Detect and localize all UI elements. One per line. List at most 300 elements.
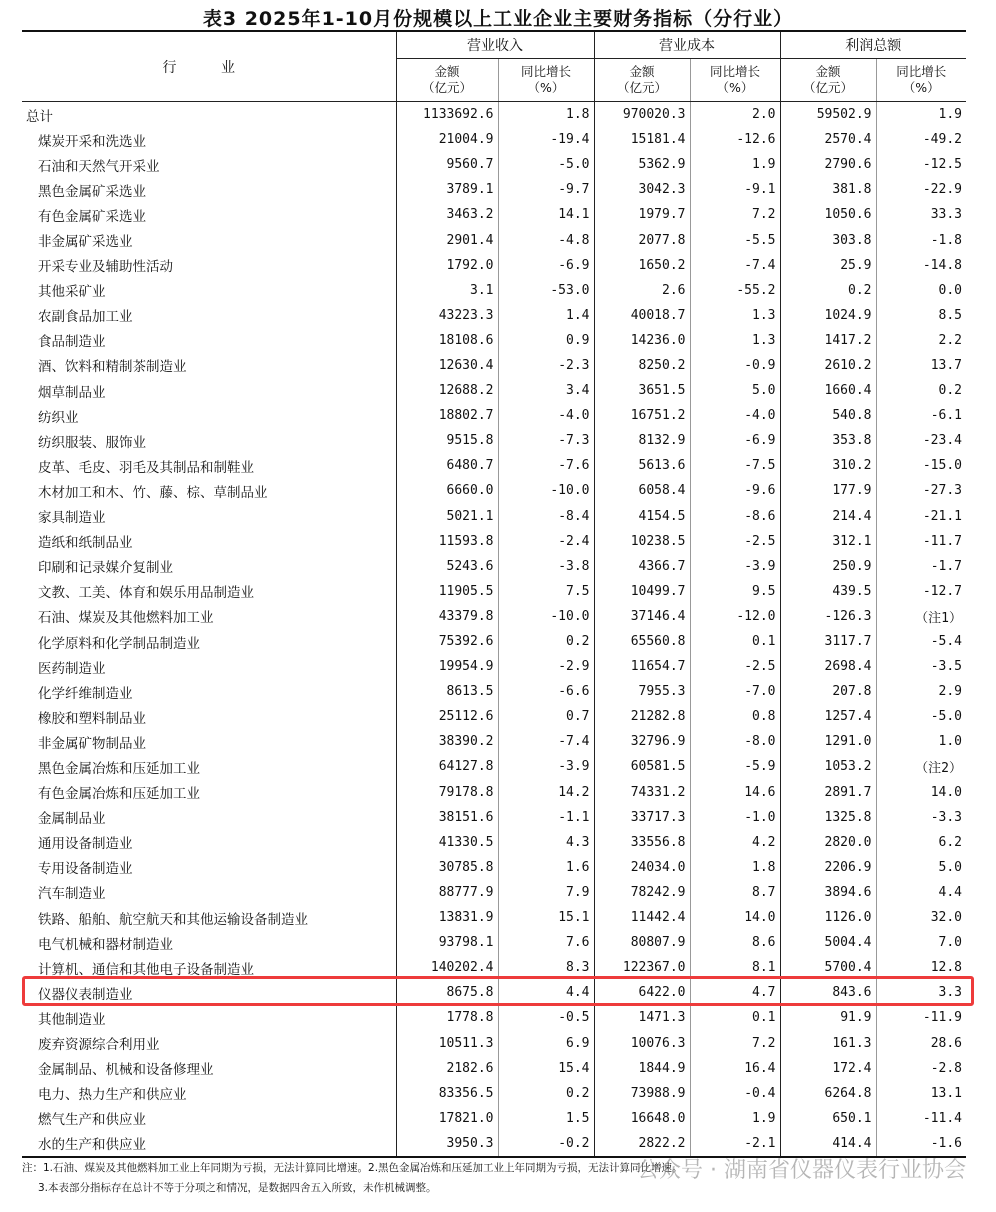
profit-growth-cell: 5.0 [876,855,966,880]
profit-amount-cell: 650.1 [780,1106,876,1131]
cost-amount-cell: 2.6 [594,278,690,303]
profit-growth-cell: 2.2 [876,328,966,353]
revenue-amount-cell: 3.1 [396,278,498,303]
profit-growth-cell: 0.0 [876,278,966,303]
industry-name: 计算机、通信和其他电子设备制造业 [38,961,254,978]
revenue-amount-cell: 1133692.6 [396,102,498,128]
table-row [22,1056,966,1081]
revenue-amount-header: 金额 （亿元） [396,59,498,102]
table-row [22,604,966,629]
profit-growth-cell: 13.7 [876,353,966,378]
cost-growth-cell: 8.1 [690,955,780,980]
revenue-growth-cell: 0.7 [498,704,594,729]
profit-growth-cell: -11.4 [876,1106,966,1131]
revenue-growth-cell: -2.3 [498,353,594,378]
profit-growth-cell: -15.0 [876,453,966,478]
table-row [22,729,966,754]
cost-amount-header: 金额 （亿元） [594,59,690,102]
revenue-growth-cell: -19.4 [498,127,594,152]
revenue-amount-cell: 17821.0 [396,1106,498,1131]
revenue-growth-cell: -9.7 [498,177,594,202]
profit-growth-cell: -5.4 [876,629,966,654]
industry-name: 黑色金属矿采选业 [38,183,146,200]
profit-amount-cell: 1417.2 [780,328,876,353]
profit-amount-cell: 540.8 [780,403,876,428]
cost-amount-cell: 16751.2 [594,403,690,428]
table-row [22,403,966,428]
table-row [22,1106,966,1131]
profit-growth-cell: 12.8 [876,955,966,980]
revenue-growth-cell: 1.5 [498,1106,594,1131]
table-row [22,328,966,353]
industry-name: 化学原料和化学制品制造业 [38,635,200,652]
revenue-amount-cell: 18802.7 [396,403,498,428]
table-row [22,754,966,779]
table-row [22,905,966,930]
table-row [22,855,966,880]
profit-amount-cell: 25.9 [780,253,876,278]
cost-amount-cell: 10238.5 [594,529,690,554]
table-row [22,830,966,855]
profit-amount-cell: 177.9 [780,478,876,503]
cost-amount-cell: 11442.4 [594,905,690,930]
industry-name: 汽车制造业 [38,886,106,903]
cost-growth-cell: 1.9 [690,1106,780,1131]
profit-amount-cell: 5700.4 [780,955,876,980]
table-row [22,202,966,227]
cost-header: 营业成本 [594,31,780,59]
table-row [22,504,966,529]
revenue-growth-cell: -2.9 [498,654,594,679]
revenue-growth-cell: -4.0 [498,403,594,428]
cost-amount-cell: 2822.2 [594,1131,690,1157]
profit-amount-cell: 2891.7 [780,780,876,805]
industry-name: 金属制品、机械和设备修理业 [38,1062,214,1079]
cost-growth-cell: -7.5 [690,453,780,478]
industry-name: 石油、煤炭及其他燃料加工业 [38,610,214,627]
profit-amount-header: 金额 （亿元） [780,59,876,102]
profit-amount-cell: 1257.4 [780,704,876,729]
cost-growth-cell: 1.3 [690,328,780,353]
revenue-growth-cell: -3.8 [498,554,594,579]
profit-growth-cell: -21.1 [876,504,966,529]
cost-amount-cell: 33556.8 [594,830,690,855]
cost-growth-cell: -8.6 [690,504,780,529]
industry-name: 食品制造业 [38,334,106,351]
profit-growth-cell: -11.9 [876,1005,966,1030]
table-row [22,1005,966,1030]
revenue-amount-cell: 41330.5 [396,830,498,855]
revenue-growth-cell: 4.4 [498,980,594,1005]
profit-amount-cell: 214.4 [780,504,876,529]
revenue-amount-cell: 10511.3 [396,1030,498,1055]
revenue-amount-cell: 8675.8 [396,980,498,1005]
cost-amount-cell: 6422.0 [594,980,690,1005]
revenue-growth-cell: -5.0 [498,152,594,177]
profit-amount-cell: 312.1 [780,529,876,554]
revenue-growth-cell: -6.9 [498,253,594,278]
industry-name: 废弃资源综合利用业 [38,1037,160,1054]
cost-growth-cell: -4.0 [690,403,780,428]
table-row [22,805,966,830]
cost-amount-cell: 3042.3 [594,177,690,202]
table-row [22,227,966,252]
profit-amount-cell: 843.6 [780,980,876,1005]
profit-growth-cell: -3.5 [876,654,966,679]
cost-growth-cell: -5.5 [690,227,780,252]
profit-amount-cell: 5004.4 [780,930,876,955]
revenue-growth-cell: -53.0 [498,278,594,303]
table-row [22,554,966,579]
profit-growth-cell: 4.4 [876,880,966,905]
cost-growth-cell: 1.8 [690,855,780,880]
industry-name: 总计 [26,108,53,125]
revenue-amount-cell: 3789.1 [396,177,498,202]
profit-growth-cell: -27.3 [876,478,966,503]
cost-growth-cell: -0.4 [690,1081,780,1106]
cost-amount-cell: 4366.7 [594,554,690,579]
revenue-amount-cell: 1792.0 [396,253,498,278]
profit-amount-cell: 1660.4 [780,378,876,403]
table-row [22,253,966,278]
cost-growth-cell: -5.9 [690,754,780,779]
industry-name: 文教、工美、体育和娱乐用品制造业 [38,585,254,602]
cost-growth-cell: 0.1 [690,1005,780,1030]
cost-amount-cell: 40018.7 [594,303,690,328]
profit-amount-cell: 414.4 [780,1131,876,1157]
table-row [22,679,966,704]
revenue-growth-cell: 7.6 [498,930,594,955]
table-row [22,1030,966,1055]
cost-growth-cell: -12.0 [690,604,780,629]
cost-growth-cell: 4.2 [690,830,780,855]
revenue-growth-cell: -0.2 [498,1131,594,1157]
profit-growth-cell: 1.9 [876,102,966,128]
cost-growth-cell: 7.2 [690,202,780,227]
revenue-growth-cell: -1.1 [498,805,594,830]
industry-name: 其他制造业 [38,1011,106,1028]
profit-growth-cell: 14.0 [876,780,966,805]
revenue-growth-cell: 8.3 [498,955,594,980]
revenue-growth-cell: -4.8 [498,227,594,252]
note-line-1: 注：1.石油、煤炭及其他燃料加工业上年同期为亏损，无法计算同比增速。2.黑色金属冶炼和压延加工业上年同期为亏损，无法计算同比增速。 [22,1162,683,1174]
profit-amount-cell: 172.4 [780,1056,876,1081]
profit-growth-cell: 13.1 [876,1081,966,1106]
profit-amount-cell: 2790.6 [780,152,876,177]
profit-amount-cell: 3117.7 [780,629,876,654]
table-row [22,428,966,453]
cost-amount-cell: 80807.9 [594,930,690,955]
cost-amount-cell: 33717.3 [594,805,690,830]
table-row [22,102,966,128]
profit-growth-cell: -11.7 [876,529,966,554]
revenue-amount-cell: 18108.6 [396,328,498,353]
table-row [22,880,966,905]
cost-growth-cell: 2.0 [690,102,780,128]
profit-amount-cell: 207.8 [780,679,876,704]
profit-amount-cell: 2206.9 [780,855,876,880]
profit-growth-cell: -23.4 [876,428,966,453]
industry-name: 造纸和纸制品业 [38,535,133,552]
table-body [22,102,966,1157]
revenue-amount-cell: 3463.2 [396,202,498,227]
cost-amount-cell: 60581.5 [594,754,690,779]
revenue-amount-cell: 79178.8 [396,780,498,805]
revenue-growth-cell: -3.9 [498,754,594,779]
profit-growth-cell: 0.2 [876,378,966,403]
table-row [22,955,966,980]
cost-amount-cell: 10499.7 [594,579,690,604]
profit-amount-cell: 439.5 [780,579,876,604]
profit-amount-cell: 1325.8 [780,805,876,830]
profit-growth-cell: 33.3 [876,202,966,227]
table-row [22,278,966,303]
table-row [22,980,966,1005]
profit-growth-cell: （注1） [876,604,966,629]
cost-growth-cell: 5.0 [690,378,780,403]
revenue-amount-cell: 5021.1 [396,504,498,529]
table-row [22,1081,966,1106]
profit-amount-cell: 2610.2 [780,353,876,378]
industry-name: 家具制造业 [38,510,106,527]
revenue-growth-cell: 15.1 [498,905,594,930]
profit-growth-cell: -2.8 [876,1056,966,1081]
profit-growth-cell: 2.9 [876,679,966,704]
profit-amount-cell: 3894.6 [780,880,876,905]
revenue-amount-cell: 25112.6 [396,704,498,729]
cost-growth-cell: 9.5 [690,579,780,604]
profit-amount-cell: 353.8 [780,428,876,453]
industry-name: 电力、热力生产和供应业 [38,1087,187,1104]
industry-name: 燃气生产和供应业 [38,1112,146,1129]
revenue-growth-cell: 7.9 [498,880,594,905]
revenue-growth-cell: -0.5 [498,1005,594,1030]
profit-amount-cell: 2698.4 [780,654,876,679]
revenue-amount-cell: 11905.5 [396,579,498,604]
cost-growth-cell: -55.2 [690,278,780,303]
cost-growth-cell: 0.1 [690,629,780,654]
profit-amount-cell: 1126.0 [780,905,876,930]
revenue-growth-cell: 4.3 [498,830,594,855]
cost-amount-cell: 3651.5 [594,378,690,403]
cost-amount-cell: 7955.3 [594,679,690,704]
revenue-growth-cell: 1.6 [498,855,594,880]
cost-amount-cell: 4154.5 [594,504,690,529]
cost-growth-cell: -12.6 [690,127,780,152]
industry-name: 非金属矿采选业 [38,234,133,251]
revenue-growth-cell: 7.5 [498,579,594,604]
revenue-amount-cell: 6480.7 [396,453,498,478]
revenue-amount-cell: 19954.9 [396,654,498,679]
cost-growth-cell: 1.3 [690,303,780,328]
industry-name: 化学纤维制造业 [38,685,133,702]
profit-growth-cell: 1.0 [876,729,966,754]
cost-growth-cell: 0.8 [690,704,780,729]
cost-amount-cell: 1979.7 [594,202,690,227]
revenue-growth-cell: -7.3 [498,428,594,453]
industry-name: 专用设备制造业 [38,861,133,878]
profit-growth-cell: -6.1 [876,403,966,428]
cost-growth-cell: 7.2 [690,1030,780,1055]
revenue-growth-cell: 14.2 [498,780,594,805]
table-row [22,453,966,478]
cost-amount-cell: 24034.0 [594,855,690,880]
cost-amount-cell: 74331.2 [594,780,690,805]
table-row [22,177,966,202]
revenue-growth-cell: -10.0 [498,604,594,629]
revenue-growth-cell: -7.4 [498,729,594,754]
revenue-amount-cell: 5243.6 [396,554,498,579]
revenue-growth-cell: 15.4 [498,1056,594,1081]
revenue-amount-cell: 9515.8 [396,428,498,453]
profit-growth-cell: -12.5 [876,152,966,177]
cost-growth-cell: -7.4 [690,253,780,278]
profit-amount-cell: 2570.4 [780,127,876,152]
revenue-amount-cell: 6660.0 [396,478,498,503]
industry-name: 黑色金属冶炼和压延加工业 [38,760,200,777]
revenue-growth-cell: 1.4 [498,303,594,328]
cost-amount-cell: 65560.8 [594,629,690,654]
cost-growth-cell: 8.7 [690,880,780,905]
cost-amount-cell: 15181.4 [594,127,690,152]
industry-name: 煤炭开采和洗选业 [38,133,146,150]
revenue-amount-cell: 13831.9 [396,905,498,930]
cost-growth-cell: 14.0 [690,905,780,930]
cost-growth-cell: 1.9 [690,152,780,177]
table-row [22,704,966,729]
industry-name: 仪器仪表制造业 [38,986,133,1003]
cost-amount-cell: 78242.9 [594,880,690,905]
profit-growth-cell: 3.3 [876,980,966,1005]
profit-growth-cell: -22.9 [876,177,966,202]
industry-name: 农副食品加工业 [38,309,133,326]
industry-name: 纺织业 [38,409,79,426]
table-row [22,579,966,604]
cost-growth-cell: -9.1 [690,177,780,202]
cost-growth-cell: -2.5 [690,529,780,554]
cost-growth-cell: -0.9 [690,353,780,378]
cost-growth-cell: 14.6 [690,780,780,805]
revenue-amount-cell: 9560.7 [396,152,498,177]
cost-amount-cell: 37146.4 [594,604,690,629]
cost-amount-cell: 16648.0 [594,1106,690,1131]
profit-growth-header: 同比增长 （%） [876,59,966,102]
cost-growth-cell: -2.5 [690,654,780,679]
revenue-amount-cell: 64127.8 [396,754,498,779]
industry-name: 橡胶和塑料制品业 [38,710,146,727]
industry-name: 酒、饮料和精制茶制造业 [38,359,187,376]
cost-amount-cell: 2077.8 [594,227,690,252]
table-row [22,930,966,955]
cost-growth-cell: -1.0 [690,805,780,830]
profit-growth-cell: 7.0 [876,930,966,955]
revenue-amount-cell: 11593.8 [396,529,498,554]
cost-amount-cell: 5362.9 [594,152,690,177]
cost-growth-cell: -6.9 [690,428,780,453]
financial-indicators-table [22,30,966,1158]
revenue-amount-cell: 140202.4 [396,955,498,980]
cost-amount-cell: 21282.8 [594,704,690,729]
revenue-growth-cell: -2.4 [498,529,594,554]
profit-amount-cell: 1050.6 [780,202,876,227]
profit-growth-cell: -12.7 [876,579,966,604]
revenue-amount-cell: 83356.5 [396,1081,498,1106]
profit-amount-cell: 381.8 [780,177,876,202]
industry-header: 行 业 [22,31,396,102]
revenue-amount-cell: 75392.6 [396,629,498,654]
table-row [22,127,966,152]
profit-growth-cell: 28.6 [876,1030,966,1055]
revenue-amount-cell: 3950.3 [396,1131,498,1157]
revenue-amount-cell: 8613.5 [396,679,498,704]
industry-name: 木材加工和木、竹、藤、棕、草制品业 [38,484,268,501]
cost-amount-cell: 970020.3 [594,102,690,128]
table-row [22,152,966,177]
cost-growth-cell: 4.7 [690,980,780,1005]
cost-amount-cell: 32796.9 [594,729,690,754]
revenue-amount-cell: 30785.8 [396,855,498,880]
cost-amount-cell: 1844.9 [594,1056,690,1081]
revenue-growth-cell: 6.9 [498,1030,594,1055]
revenue-header: 营业收入 [396,31,594,59]
table-row [22,303,966,328]
revenue-amount-cell: 93798.1 [396,930,498,955]
profit-amount-cell: 6264.8 [780,1081,876,1106]
profit-growth-cell: -14.8 [876,253,966,278]
profit-growth-cell: -3.3 [876,805,966,830]
revenue-amount-cell: 2901.4 [396,227,498,252]
profit-header: 利润总额 [780,31,966,59]
revenue-amount-cell: 21004.9 [396,127,498,152]
revenue-growth-cell: 0.9 [498,328,594,353]
revenue-amount-cell: 12688.2 [396,378,498,403]
industry-name: 烟草制品业 [38,384,106,401]
profit-amount-cell: 1291.0 [780,729,876,754]
profit-amount-cell: 59502.9 [780,102,876,128]
industry-name: 纺织服装、服饰业 [38,434,146,451]
profit-amount-cell: 250.9 [780,554,876,579]
watermark: 公众号 · 湖南省仪器仪表行业协会 [637,1158,966,1183]
cost-growth-cell: -9.6 [690,478,780,503]
profit-growth-cell: -1.8 [876,227,966,252]
profit-growth-cell: -5.0 [876,704,966,729]
industry-name: 开采专业及辅助性活动 [38,259,173,276]
industry-name: 金属制品业 [38,811,106,828]
cost-amount-cell: 11654.7 [594,654,690,679]
cost-growth-cell: 8.6 [690,930,780,955]
table-row [22,780,966,805]
table-row [22,353,966,378]
profit-amount-cell: 303.8 [780,227,876,252]
revenue-growth-cell: 0.2 [498,1081,594,1106]
revenue-amount-cell: 88777.9 [396,880,498,905]
profit-growth-cell: -49.2 [876,127,966,152]
revenue-amount-cell: 12630.4 [396,353,498,378]
industry-name: 皮革、毛皮、羽毛及其制品和制鞋业 [38,459,254,476]
industry-name: 有色金属矿采选业 [38,208,146,225]
note-line-2: 3.本表部分指标存在总计不等于分项之和情况，是数据四舍五入所致，未作机械调整。 [38,1182,437,1194]
industry-name: 铁路、船舶、航空航天和其他运输设备制造业 [38,911,308,928]
profit-growth-cell: 8.5 [876,303,966,328]
industry-name: 印刷和记录媒介复制业 [38,560,173,577]
table-row [22,654,966,679]
industry-name: 通用设备制造业 [38,836,133,853]
revenue-amount-cell: 1778.8 [396,1005,498,1030]
cost-amount-cell: 5613.6 [594,453,690,478]
cost-growth-header: 同比增长 （%） [690,59,780,102]
profit-growth-cell: 32.0 [876,905,966,930]
industry-name: 水的生产和供应业 [38,1137,146,1154]
